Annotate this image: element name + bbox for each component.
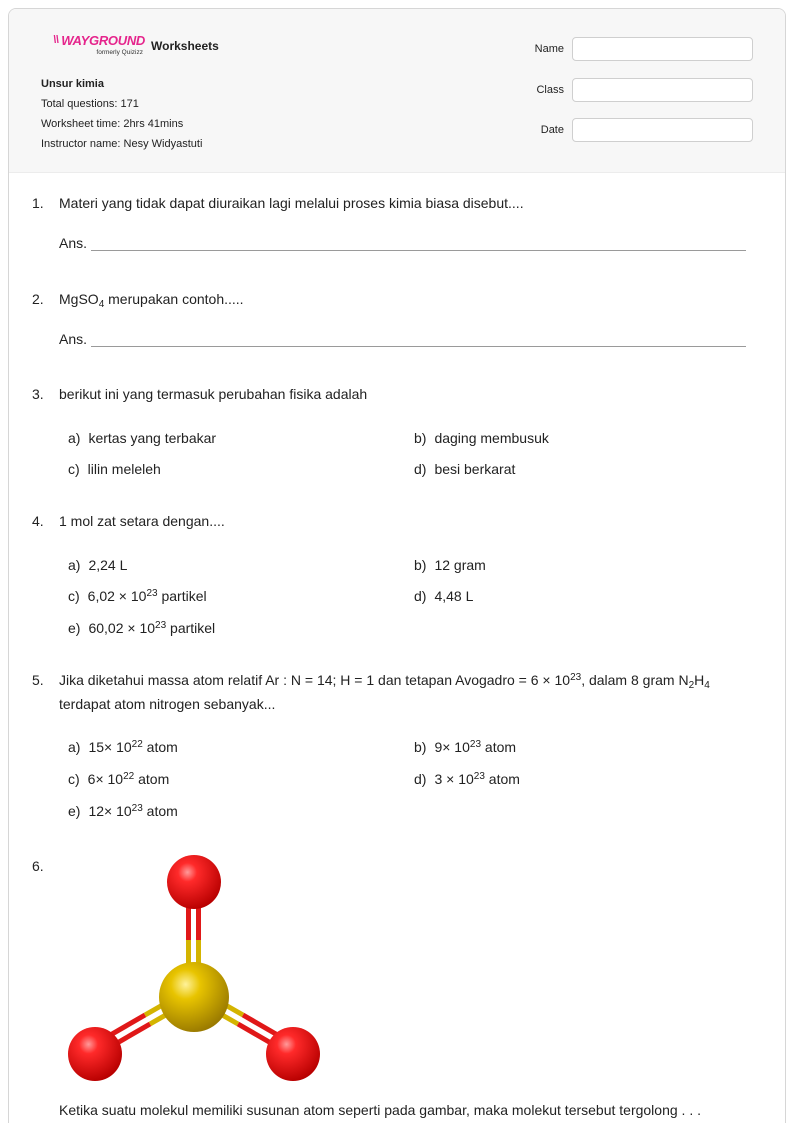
quiz-title: Unsur kimia — [41, 78, 104, 90]
class-input[interactable] — [572, 78, 753, 102]
option-letter: c) — [68, 588, 80, 604]
option-text: 60,02 × 10 — [88, 620, 156, 636]
option-text: besi berkarat — [434, 461, 516, 477]
option-letter: e) — [68, 803, 81, 819]
option-text: partikel — [166, 620, 216, 636]
date-field-row — [523, 118, 753, 142]
option-text: atom — [142, 739, 178, 755]
bond-top — [186, 900, 201, 970]
option-e[interactable] — [68, 620, 215, 636]
option-text: 2,24 L — [88, 557, 128, 573]
question-text — [59, 668, 739, 716]
name-label: Name — [534, 43, 564, 55]
option-c[interactable] — [68, 461, 161, 477]
option-text: atom — [142, 803, 178, 819]
question-text-part: merupakan contoh..... — [104, 291, 244, 307]
question-number: 2. — [32, 291, 44, 307]
option-text: atom — [484, 771, 520, 787]
answer-blank[interactable] — [91, 237, 746, 251]
question-text-part: MgSO — [59, 291, 99, 307]
option-c[interactable] — [68, 771, 169, 787]
logo-mark: \\ — [53, 34, 59, 46]
question-number: 5. — [32, 672, 44, 688]
question-number: 3. — [32, 386, 44, 402]
class-field-row — [523, 78, 753, 102]
question-number: 1. — [32, 195, 44, 211]
option-letter: d) — [414, 771, 427, 787]
option-letter: d) — [414, 461, 427, 477]
option-b[interactable] — [414, 557, 486, 573]
option-letter: a) — [68, 557, 81, 573]
worksheet-info — [41, 74, 202, 154]
worksheet-header — [9, 9, 785, 173]
option-letter: e) — [68, 620, 81, 636]
superscript: 22 — [131, 739, 143, 750]
name-input[interactable] — [572, 37, 753, 61]
answer-line[interactable] — [59, 331, 746, 347]
superscript: 23 — [131, 803, 143, 814]
instructor-name: Instructor name: Nesy Widyastuti — [41, 138, 203, 150]
brand-title: Worksheets — [151, 39, 219, 53]
question-text — [59, 287, 739, 311]
option-d[interactable] — [414, 771, 520, 787]
student-fields — [523, 37, 753, 159]
option-text: 6× 10 — [87, 771, 124, 787]
option-d[interactable] — [414, 461, 515, 477]
superscript: 23 — [469, 739, 482, 750]
option-text: lilin meleleh — [87, 461, 161, 477]
sulfur-atom — [159, 962, 229, 1032]
option-text: atom — [481, 739, 517, 755]
question-text: Materi yang tidak dapat diuraikan lagi melalui proses kimia biasa disebut.... — [59, 195, 524, 211]
option-d[interactable] — [414, 588, 473, 604]
oxygen-atom-top — [167, 855, 221, 909]
answer-label: Ans. — [59, 331, 88, 347]
oxygen-atom-left — [68, 1027, 122, 1081]
option-letter: c) — [68, 771, 80, 787]
option-text: 12× 10 — [88, 803, 132, 819]
superscript: 23 — [146, 588, 158, 599]
option-a[interactable] — [68, 739, 178, 755]
molecule-image — [60, 845, 330, 1090]
option-letter: c) — [68, 461, 80, 477]
logo-word: WAYGROUND — [61, 32, 145, 48]
option-letter: b) — [414, 739, 427, 755]
logo-subtitle: formerly Quizizz — [96, 49, 143, 56]
question-text: Ketika suatu molekul memiliki susunan atom seperti pada gambar, maka molekut tersebut tergolong . . . — [59, 1102, 701, 1118]
option-letter: b) — [414, 430, 427, 446]
option-a[interactable] — [68, 430, 216, 446]
option-text: 4,48 L — [434, 588, 474, 604]
subscript: 2 — [688, 680, 695, 691]
superscript: 23 — [473, 771, 485, 782]
question-number: 4. — [32, 513, 44, 529]
option-letter: d) — [414, 588, 427, 604]
option-a[interactable] — [68, 557, 127, 573]
date-label: Date — [540, 124, 564, 136]
option-text: 9× 10 — [434, 739, 470, 755]
option-text: 6,02 × 10 — [87, 588, 147, 604]
answer-label: Ans. — [59, 235, 88, 251]
option-c[interactable] — [68, 588, 207, 604]
total-questions: Total questions: 171 — [41, 98, 139, 110]
class-label: Class — [536, 83, 564, 96]
wayground-logo — [41, 33, 145, 59]
option-letter: a) — [68, 739, 81, 755]
brand — [41, 33, 219, 59]
option-text: 3 × 10 — [434, 771, 474, 787]
question-text-part: H — [694, 672, 705, 688]
option-e[interactable] — [68, 803, 178, 819]
superscript: 22 — [123, 771, 135, 782]
worksheet-time: Worksheet time: 2hrs 41mins — [41, 118, 184, 130]
subscript: 4 — [98, 299, 105, 310]
question-text-part: , dalam 8 gram N — [581, 672, 689, 688]
subscript: 4 — [704, 680, 710, 691]
name-field-row — [523, 37, 753, 61]
answer-line[interactable] — [59, 235, 746, 251]
option-text: 12 gram — [434, 557, 486, 573]
oxygen-atom-right — [266, 1027, 320, 1081]
option-b[interactable] — [414, 739, 516, 755]
answer-blank[interactable] — [91, 333, 746, 347]
option-text: kertas yang terbakar — [88, 430, 217, 446]
option-text: partikel — [157, 588, 207, 604]
superscript: 23 — [155, 620, 167, 631]
date-input[interactable] — [572, 118, 753, 142]
question-number: 6. — [32, 858, 44, 874]
question-text-part: Jika diketahui massa atom relatif Ar : N = 14; H = 1 dan tetapan Avogadro = 6 × 10 — [59, 672, 571, 688]
option-text: 15× 10 — [88, 739, 132, 755]
option-letter: a) — [68, 430, 81, 446]
superscript: 23 — [570, 672, 582, 683]
option-b[interactable] — [414, 430, 549, 446]
option-text: atom — [134, 771, 170, 787]
option-letter: b) — [414, 557, 427, 573]
question-text-part: terdapat atom nitrogen sebanyak... — [59, 696, 276, 712]
question-text: 1 mol zat setara dengan.... — [59, 513, 225, 529]
question-text: berikut ini yang termasuk perubahan fisika adalah — [59, 386, 368, 402]
option-text: daging membusuk — [434, 430, 549, 446]
